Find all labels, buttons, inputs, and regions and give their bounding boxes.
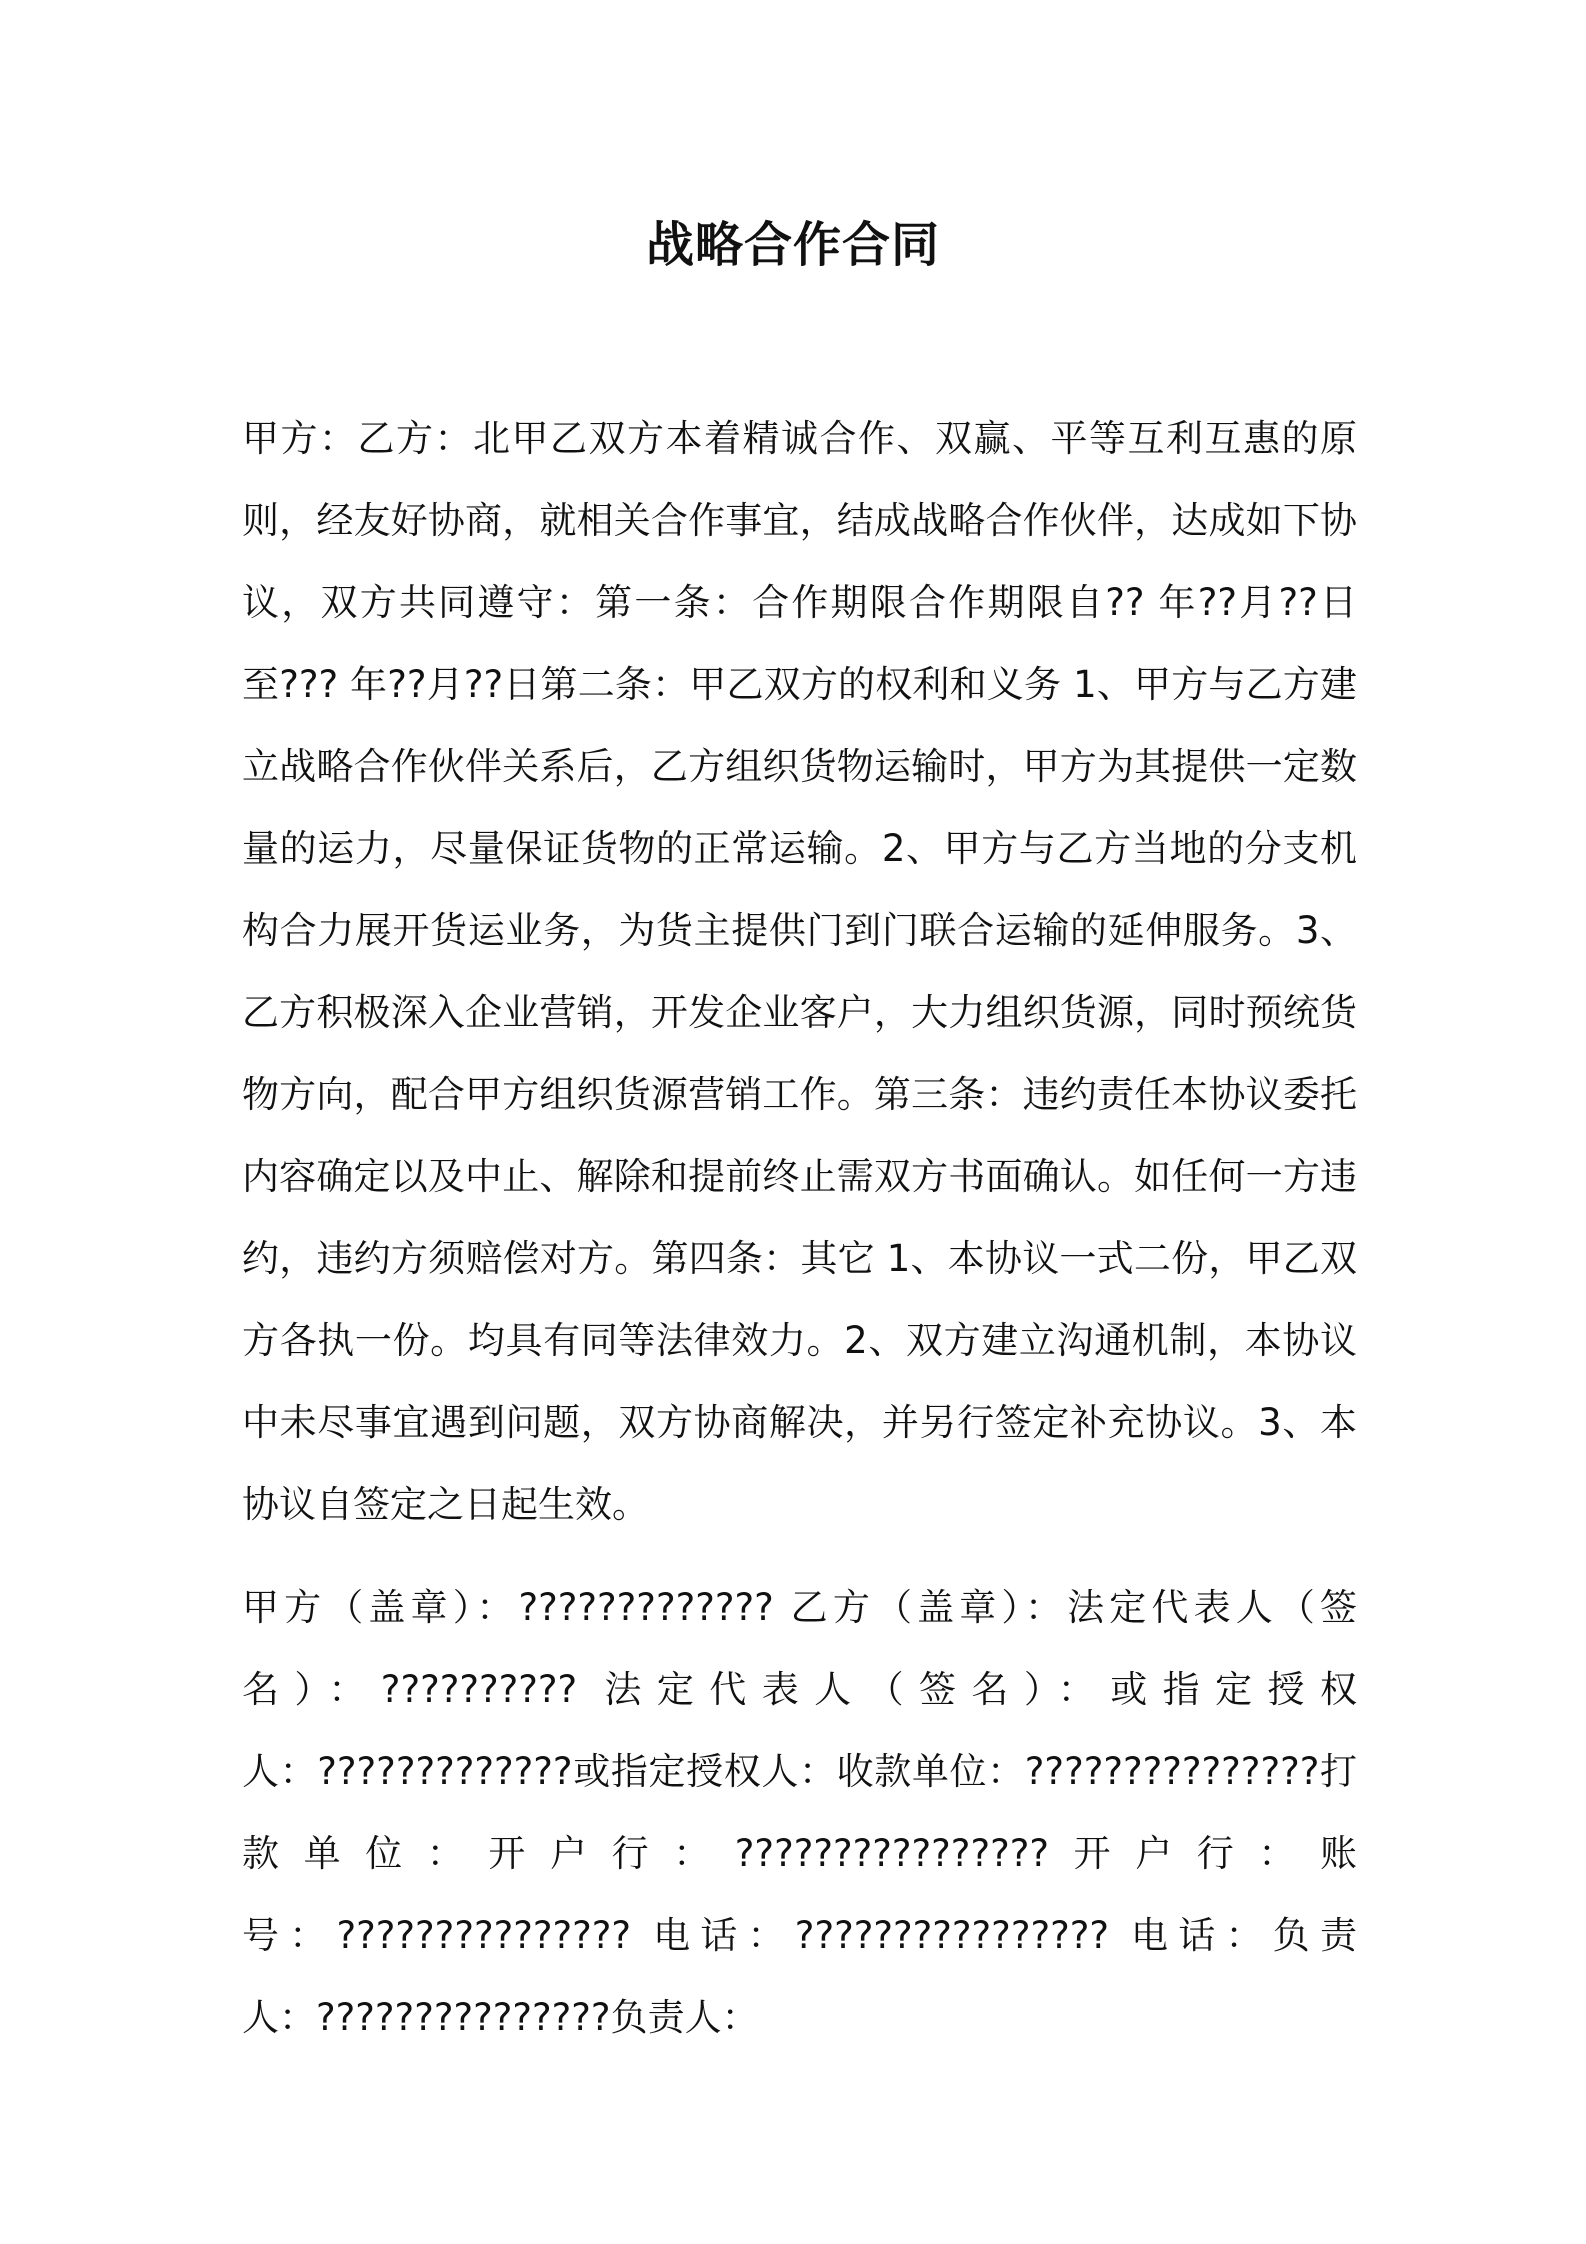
document-title: 战略合作合同 [645,217,940,273]
contract-body: 甲方：乙方：北甲乙双方本着精诚合作、双赢、平等互利互惠的原则，经友好协商，就相关合作事宜，结成战略合作伙伴，达成如下协议，双方共同遵守：第一条：合作期限合作期限自?? 年??月??日至??? 年??月??日第二条：甲乙双方的权利和义务 1、甲方与乙方建立战略合作伙伴关系后，乙方组织货物运输时，甲方为其提供一定数量的运力，尽量保证货物的正常运输。2、甲方与乙方当地的分支机构合力展开货运业务，为货主提供门到门联合运输的延伸服务。3、乙方积极深入企业营销，开发企业客户，大力组织货源，同时预统货物方向，配合甲方组织货源营销工作。第三条：违约责任本协议委托内容确定以及中止、解除和提前终止需双方书面确认。如任何一方违约，违约方须赔偿对方。第四条：其它 1、本协议一式二份，甲乙双方各执一份。均具有同等法律效力。2、双方建立沟通机制，本协议中未尽事宜遇到问题，双方协商解决，并另行签定补充协议。3、本协议自签定之日起生效。 [242,417,1357,1526]
signature-block: 甲方（盖章）：????????????? 乙方（盖章）：法定代表人（签名）：?????????? 法定代表人（签名）：或指定授权人：?????????????或指定授权人：收款单位：???????????????打款单位：开户行：????????????????开户行：账号：??????????????? 电话：???????????????? 电话：负责人：???????????????负责人： [242,1586,1357,2039]
